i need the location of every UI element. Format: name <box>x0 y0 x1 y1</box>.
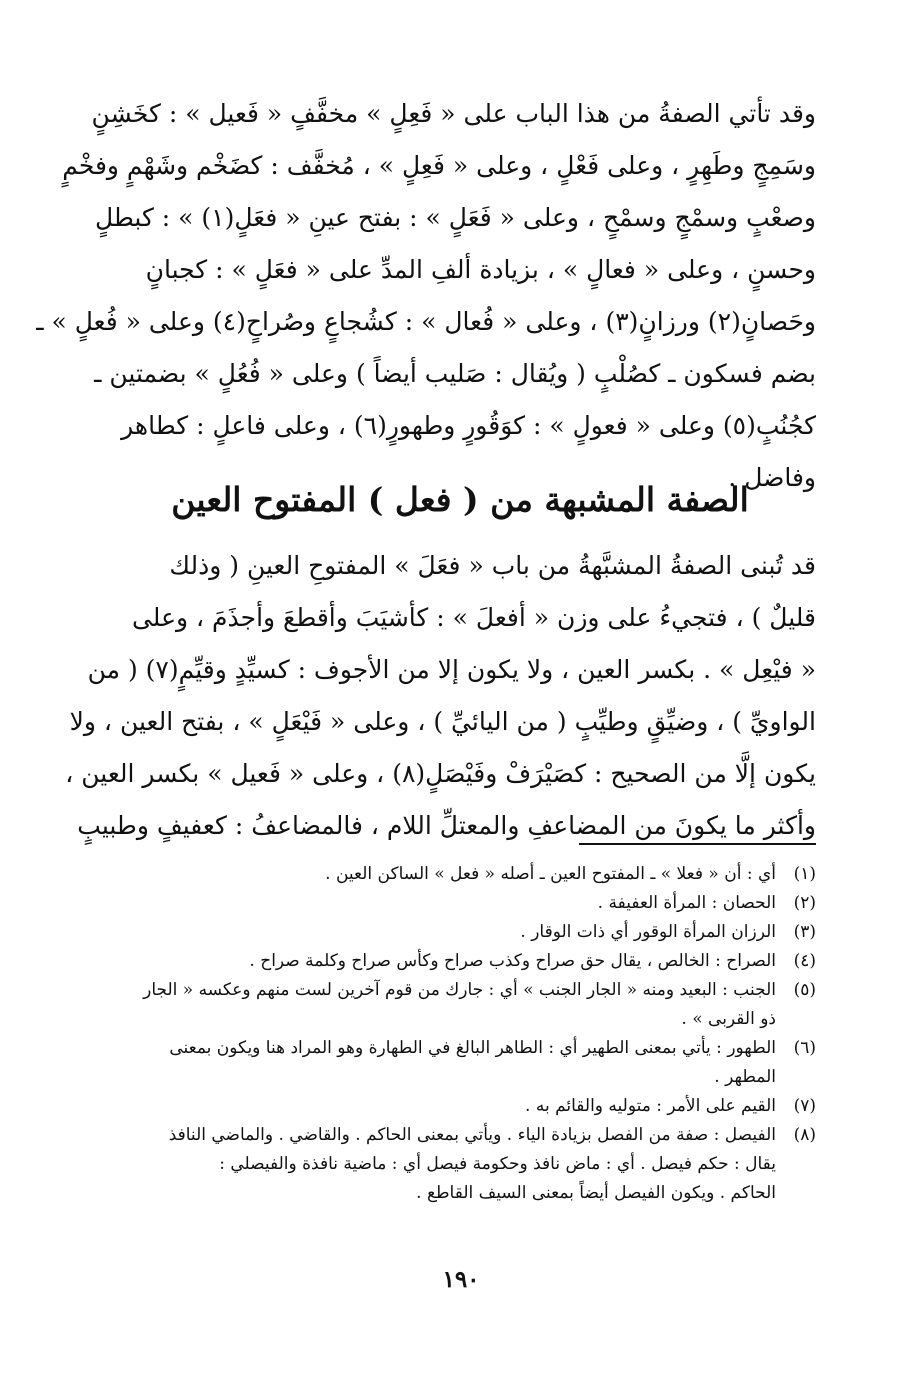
footnote-text <box>104 1092 776 1121</box>
footnote-line: الحصان : المرأة العفيفة . <box>597 893 776 913</box>
footnote <box>104 860 816 889</box>
footnote <box>104 976 816 1034</box>
text-line: قليلٌ ) ، فتجيءُ على وزن « أفعلَ » : كأشيَبَ وأقطعَ وأجذَمَ ، وعلى <box>131 603 816 632</box>
footnote-number: (٣) <box>793 922 816 942</box>
footnote-number: (٢) <box>793 893 816 913</box>
footnotes <box>104 860 816 1208</box>
text-line: « فيْعِل » . بكسر العين ، ولا يكون إلا من الأجوف : كسيِّدٍ وقيِّمٍ(٧) ( من <box>87 655 816 684</box>
text-line: وحسنٍ ، وعلى « فعالٍ » ، بزيادة ألفِ المدِّ على « فعَلٍ » : كجبانٍ <box>145 255 816 284</box>
footnote-line: الطهور : يأتي بمعنى الطهير أي : الطاهر البالغ في الطهارة وهو المراد هنا ويكون بمعنى <box>169 1038 776 1058</box>
footnote <box>104 1092 816 1121</box>
footnote <box>104 889 816 918</box>
page-number: ١٩٠ <box>442 1266 480 1293</box>
text-line: بضم فسكون ـ كصُلْبٍ ( ويُقال : صَليب أيضاً ) وعلى « فُعُلٍ » بضمتين ـ <box>94 359 816 388</box>
footnote-text <box>104 918 776 947</box>
footnote-line: يقال : حكم فيصل . أي : ماض نافذ وحكومة فيصل أي : ماضية نافذة والفيصلي : <box>219 1154 776 1174</box>
footnote <box>104 1034 816 1092</box>
footnote-line: الصراح : الخالص ، يقال حق صراح وكذب صراح وكأس صراح وكلمة صراح . <box>249 951 776 971</box>
footnote-number: (٥) <box>793 980 816 1000</box>
footnote-line: الجنب : البعيد ومنه « الجار الجنب » أي : جارك من قوم آخرين لست منهم وعكسه « الجار <box>143 980 776 1000</box>
footnote-text <box>104 860 776 889</box>
footnote-number: (٧) <box>793 1096 816 1116</box>
paragraph-2 <box>65 540 816 852</box>
text-line: وصعْبٍ وسمْجٍ وسمْحٍ ، وعلى « فَعَلٍ » : بفتح عينِ « فعَلٍ(١) » : كبطلٍ <box>94 203 816 232</box>
text-line: وفاضل . <box>728 463 816 492</box>
paragraph-1 <box>36 88 816 504</box>
footnote-number: (٤) <box>793 951 816 971</box>
text-line: وحَصانٍ(٢) ورزانٍ(٣) ، وعلى « فُعال » : كشُجاعٍ وصُراحٍ(٤) وعلى « فُعلٍ » ـ <box>36 307 816 336</box>
footnote <box>104 918 816 947</box>
text-line: وسَمِجٍ وطَهِرٍ ، وعلى فَعْلٍ ، وعلى « فَعِلٍ » ، مُخفَّف : كضَخْم وشَهْمٍ وفخْمٍ <box>62 151 816 180</box>
footnote-number: (٦) <box>793 1038 816 1058</box>
footnote-line: الفيصل : صفة من الفصل بزيادة الياء . ويأتي بمعنى الحاكم . والقاضي . والماضي النافذ <box>168 1125 776 1145</box>
footnote-text <box>104 1034 776 1092</box>
footnote-separator <box>579 843 816 845</box>
footnote <box>104 947 816 976</box>
text-line: الواويِّ ) ، وضيِّقٍ وطيِّبٍ ( من اليائيِّ ) ، وعلى « فَيْعَلٍ » ، بفتح العين ، ولا <box>69 707 816 736</box>
footnote-line: المطهر . <box>714 1067 776 1087</box>
footnote-line: الحاكم . ويكون الفيصل أيضاً بمعنى السيف القاطع . <box>416 1183 776 1203</box>
footnote-line: أي : أن « فعلا » ـ المفتوح العين ـ أصله « فعل » الساكن العين . <box>325 864 776 884</box>
footnote-line: القيم على الأمر : متوليه والقائم به . <box>525 1096 776 1116</box>
text-line: قد تُبنى الصفةُ المشبَّهةُ من باب « فعَلَ » المفتوحِ العينِ ( وذلك <box>169 551 816 580</box>
footnote-number: (١) <box>793 864 816 884</box>
text-line: وقد تأتي الصفةُ من هذا الباب على « فَعِلٍ » مخفَّفٍ « فَعيل » : كخَشِنٍ <box>91 99 816 128</box>
footnote-text <box>104 976 776 1034</box>
footnote-text <box>104 889 776 918</box>
footnote-text <box>104 947 776 976</box>
text-line: كجُنُبٍ(٥) وعلى « فعولٍ » : كوَقُورٍ وطهورٍ(٦) ، وعلى فاعلٍ : كطاهر <box>121 411 816 440</box>
footnote-line: ذو القربى » . <box>681 1009 776 1029</box>
section-heading: الصفة المشبهة من ( فعل ) المفتوح العين <box>171 480 749 519</box>
footnote-text <box>104 1121 776 1208</box>
footnote-number: (٨) <box>793 1125 816 1145</box>
text-line: يكون إلَّا من الصحيح : كصَيْرَفْ وفَيْصَلٍ(٨) ، وعلى « فَعيل » بكسر العين ، <box>65 759 816 788</box>
footnote <box>104 1121 816 1208</box>
text-line: وأكثر ما يكونَ من المضاعفِ والمعتلِّ اللام ، فالمضاعفُ : كعفيفٍ وطبيبٍ <box>77 811 816 840</box>
footnote-line: الرزان المرأة الوقور أي ذات الوقار . <box>520 922 776 942</box>
